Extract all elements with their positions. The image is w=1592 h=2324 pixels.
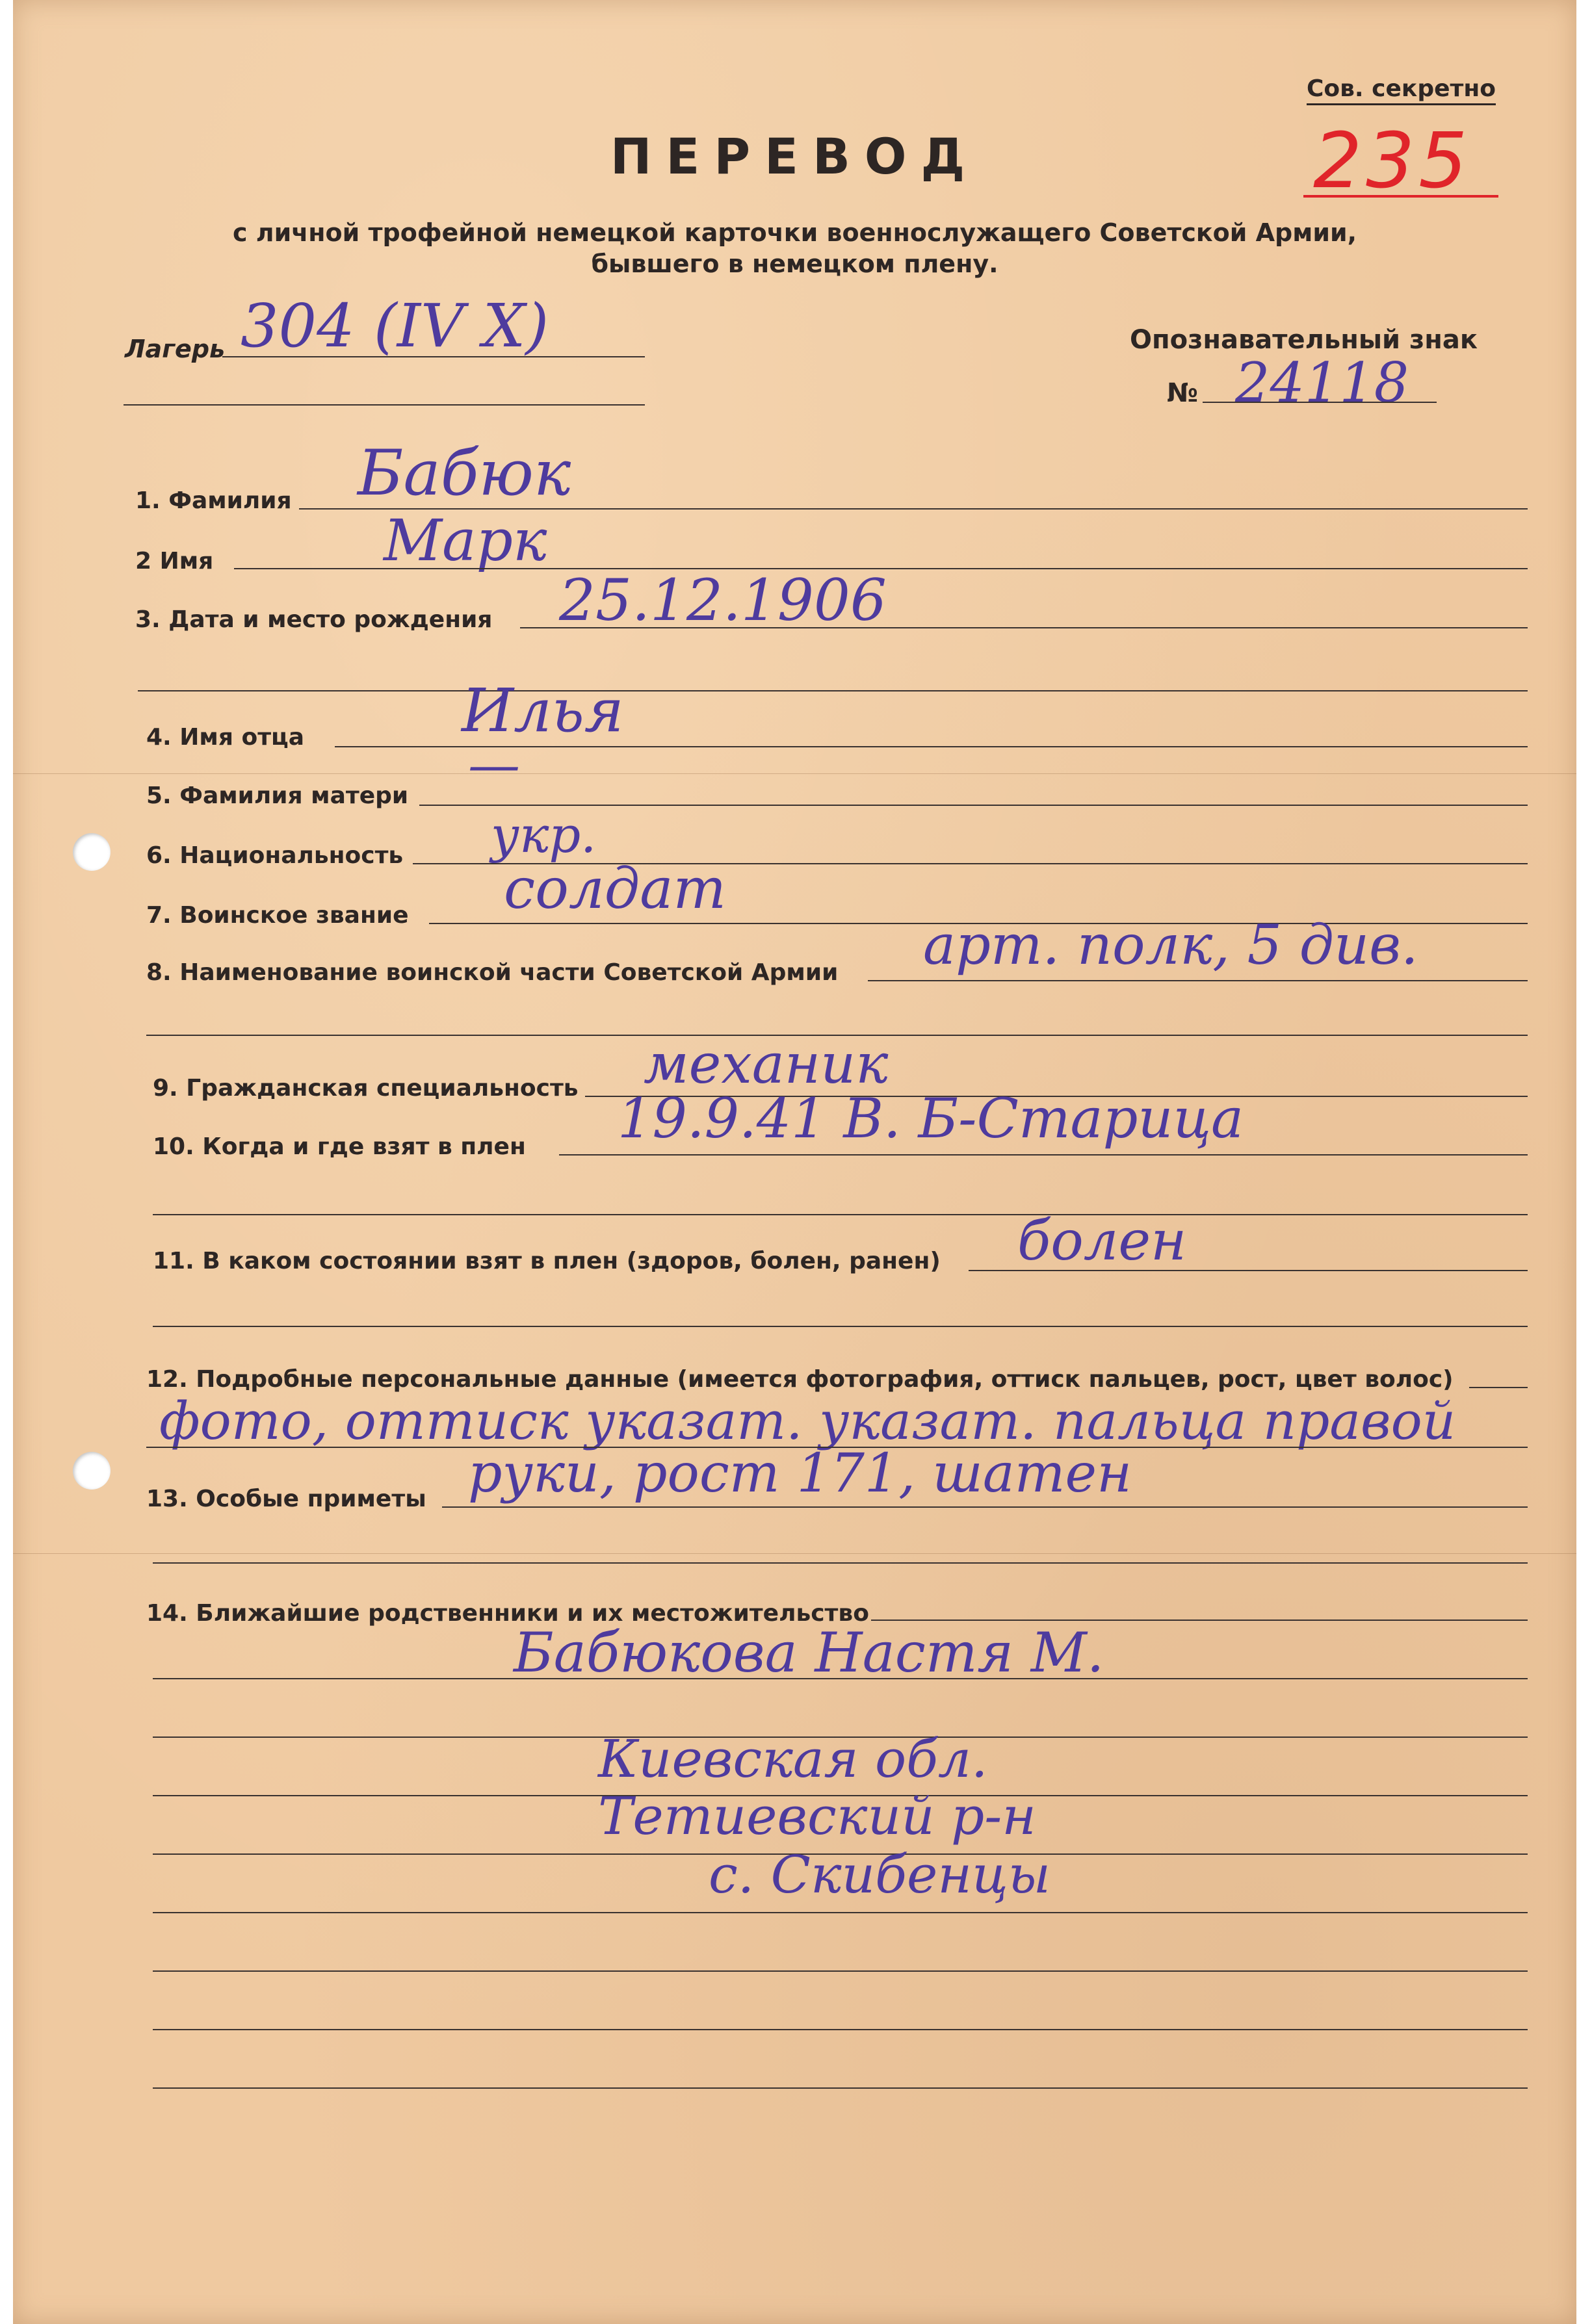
field-8-label: 8. Наименование воинской части Советской Армии: [146, 959, 839, 986]
field-10-line-2: [153, 1214, 1528, 1215]
camp-line: [222, 356, 645, 357]
field-12-line: [1469, 1387, 1528, 1388]
punch-hole-bottom: [73, 1452, 111, 1490]
field-12-label: 12. Подробные персональные данные (имеется фотография, оттиск пальцев, рост, цвет волос): [146, 1366, 1454, 1393]
field-10-value: 19.9.41 В. Б-Старица: [618, 1087, 1244, 1150]
registration-number: 235: [1313, 116, 1472, 205]
field-14-value-2: Киевская обл.: [598, 1729, 988, 1789]
field-11-line-2: [153, 1326, 1528, 1327]
field-2-value: Марк: [384, 507, 547, 574]
field-5-label: 5. Фамилия матери: [146, 782, 409, 809]
field-8-line: [868, 980, 1528, 981]
document-page: [13, 0, 1576, 2324]
field-2-label: 2 Имя: [135, 548, 214, 575]
field-5-value: —: [468, 734, 520, 795]
field-13-line-2: [153, 1562, 1528, 1564]
field-7-value: солдат: [504, 857, 727, 922]
field-7-label: 7. Воинское звание: [146, 902, 409, 929]
field-12-value: фото, оттиск указат. указат. пальца правой: [159, 1391, 1456, 1451]
fold-line: [13, 773, 1576, 774]
fold-line: [13, 1553, 1576, 1554]
field-14-label: 14. Ближайшие родственники и их местожительство: [146, 1600, 869, 1627]
field-9-value: механик: [644, 1032, 889, 1096]
registration-number-underline: [1303, 195, 1498, 198]
field-11-label: 11. В каком состоянии взят в плен (здоров, болен, ранен): [153, 1248, 941, 1274]
field-1-label: 1. Фамилия: [135, 487, 292, 514]
classification-stamp: Сов. секретно: [1307, 75, 1496, 105]
field-9-label: 9. Гражданская специальность: [153, 1075, 579, 1102]
camp-value: 304 (IV X): [241, 291, 549, 361]
field-4-value: Илья: [462, 676, 624, 745]
id-tag-label: Опознавательный знак: [1130, 325, 1478, 355]
document-subtitle-line1: с личной трофейной немецкой карточки военнослужащего Советской Армии,: [232, 218, 1357, 247]
field-14-line-9: [153, 2087, 1528, 2089]
field-14-line-6: [153, 1912, 1528, 1913]
field-6-value: укр.: [491, 806, 597, 864]
field-10-label: 10. Когда и где взят в плен: [153, 1133, 526, 1160]
field-13-value: руки, рост 171, шатен: [468, 1443, 1132, 1504]
field-14-value-3: Тетиевский р-н: [598, 1786, 1036, 1846]
camp-label: Лагерь: [125, 335, 226, 363]
field-4-label: 4. Имя отца: [146, 724, 305, 751]
field-14-line-2: [153, 1678, 1528, 1679]
field-14-line-7: [153, 1970, 1528, 1972]
field-11-line: [969, 1270, 1528, 1271]
field-13-label: 13. Особые приметы: [146, 1486, 426, 1512]
field-13-line: [442, 1506, 1528, 1508]
field-6-label: 6. Национальность: [146, 842, 404, 869]
field-3-line: [520, 627, 1528, 628]
punch-hole-top: [73, 833, 111, 871]
id-tag-line: [1203, 402, 1437, 403]
document-title: ПЕРЕВОД: [610, 127, 980, 185]
field-14-value-1: Бабюкова Настя М.: [514, 1621, 1104, 1685]
field-8-value: арт. полк, 5 див.: [923, 913, 1418, 977]
field-10-line: [559, 1154, 1528, 1156]
field-14-value-4: с. Скибенцы: [709, 1844, 1051, 1905]
id-tag-number-label: №: [1167, 378, 1199, 408]
field-14-line-8: [153, 2029, 1528, 2030]
camp-line-2: [124, 404, 645, 406]
field-11-value: болен: [1017, 1209, 1187, 1272]
field-3-value: 25.12.1906: [559, 567, 887, 634]
id-tag-value: 24118: [1235, 351, 1409, 415]
field-3-label: 3. Дата и место рождения: [135, 606, 493, 633]
field-1-value: Бабюк: [358, 437, 571, 510]
document-subtitle-line2: бывшего в немецком плену.: [591, 250, 998, 278]
field-3-line-2: [138, 690, 1528, 691]
